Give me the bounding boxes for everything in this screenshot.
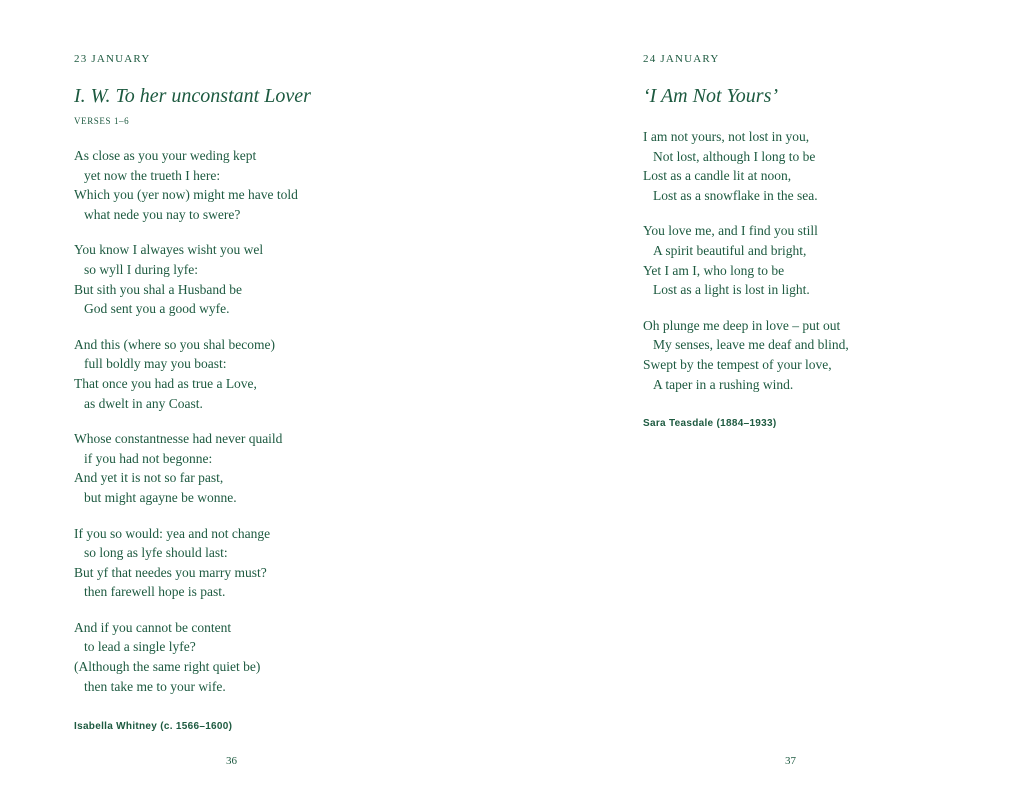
left-poem-stanza-1 [74,146,298,224]
poem-line: My senses, leave me deaf and blind, [653,337,849,353]
poem-line: And yet it is not so far past, [74,470,224,486]
poem-line: You know I alwayes wisht you wel [74,242,264,258]
poem-line: then take me to your wife. [84,678,226,694]
right-poem-title: ‘I Am Not Yours’ [643,85,779,107]
poem-line: Yet I am I, who long to be [643,262,785,278]
left-poem-stanza-2 [74,240,298,318]
right-page-date: 24 JANUARY [643,53,720,65]
poem-line: Oh plunge me deep in love – put out [643,317,841,333]
poem-line: I am not yours, not lost in you, [643,129,810,144]
right-poem-author: Sara Teasdale (1884–1933) [643,418,777,429]
poem-line: what nede you nay to swere? [84,206,241,222]
poem-line: yet now the trueth I here: [84,167,221,183]
poem-line: but might agayne be wonne. [84,489,237,505]
left-page-date: 23 JANUARY [74,53,151,65]
right-page-number: 37 [785,755,796,767]
poem-line: You love me, and I find you still [643,223,818,239]
poem-line: Lost as a candle lit at noon, [643,168,792,184]
left-poem-author: Isabella Whitney (c. 1566–1600) [74,721,233,732]
poem-line: A spirit beautiful and bright, [653,242,807,258]
right-poem-stanza-3 [643,316,849,394]
poem-line: Swept by the tempest of your love, [643,356,832,372]
poem-line: so wyll I during lyfe: [84,261,198,277]
poem-line: A taper in a rushing wind. [653,376,794,392]
poem-line: Lost as a light is lost in light. [653,282,810,298]
left-poem-stanza-6 [74,618,298,696]
left-poem-body [74,146,298,712]
poem-line: then farewell hope is past. [84,584,226,600]
poem-line: full boldly may you boast: [84,356,227,372]
left-poem-stanza-4 [74,429,298,507]
poem-line: Which you (yer now) might me have told [74,187,298,203]
poem-line: if you had not begonne: [84,450,213,466]
poem-line: And this (where so you shal become) [74,336,275,352]
poem-line: (Although the same right quiet be) [74,659,261,675]
left-page [74,0,494,788]
right-poem-stanza-1 [643,127,849,205]
poem-line: Whose constantnesse had never quaild [74,431,283,447]
right-poem-body [643,127,849,410]
poem-line: God sent you a good wyfe. [84,301,230,317]
poem-line: If you so would: yea and not change [74,525,271,541]
poem-line: But yf that needes you marry must? [74,564,267,580]
poem-line: Not lost, although I long to be [653,148,816,164]
poem-line: As close as you your weding kept [74,148,257,163]
poem-line: as dwelt in any Coast. [84,395,203,411]
poem-line: That once you had as true a Love, [74,375,257,391]
right-page [643,0,973,788]
poem-line: Lost as a snowflake in the sea. [653,187,818,203]
left-page-number: 36 [226,755,237,767]
left-poem-subtitle: VERSES 1–6 [74,116,130,126]
poem-line: to lead a single lyfe? [84,639,196,655]
right-poem-stanza-2 [643,221,849,299]
poem-line: But sith you shal a Husband be [74,281,242,297]
poem-line: And if you cannot be content [74,619,232,635]
poem-line: so long as lyfe should last: [84,545,228,561]
left-poem-title: I. W. To her unconstant Lover [74,85,311,107]
left-poem-stanza-5 [74,524,298,602]
left-poem-stanza-3 [74,335,298,413]
